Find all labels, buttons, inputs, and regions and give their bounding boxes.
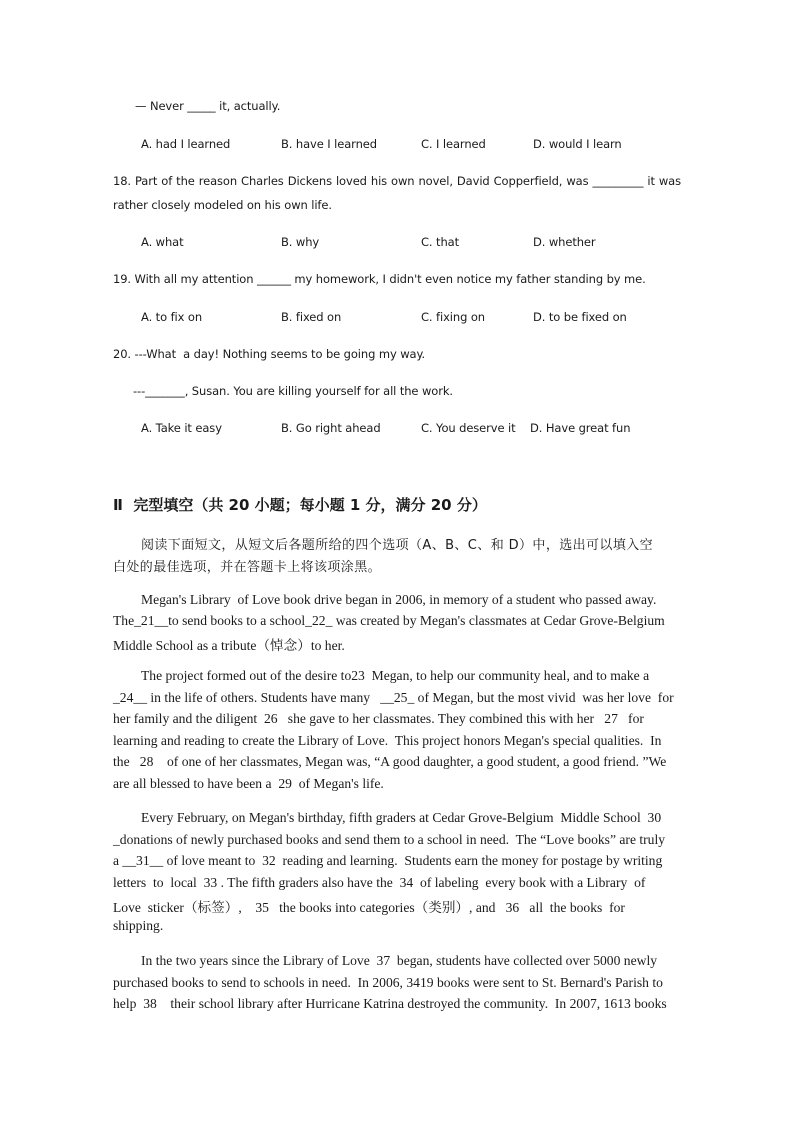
q18-stem-line1: 18. Part of the reason Charles Dickens loved his own novel, David Copperfield, was _________ it was: [113, 174, 681, 188]
instruction-line1: 阅读下面短文，从短文后各题所给的四个选项（A、B、C、和 D）中，选出可以填入空: [141, 538, 654, 553]
instruction-line2: 白处的最佳选项，并在答题卡上将该项涂黑。: [113, 560, 382, 575]
passage-p1-line1: Megan's Library of Love book drive began in 2006, in memory of a student who passed away.: [141, 592, 657, 607]
passage-p3-line3: a __31__ of love meant to 32 reading and learning. Students earn the money for postage by writing: [113, 853, 663, 868]
passage-p3-line2: _donations of newly purchased books and send them to a school in need. The “Love books” are truly: [113, 832, 666, 847]
q20-option-a: A. Take it easy: [141, 421, 222, 435]
section-heading: Ⅱ 完型填空（共 20 小题；每小题 1 分，满分 20 分）: [113, 496, 487, 514]
passage-p3-line5: Love sticker（标签）, 35 the books into categories（类别）, and 36 all the books for: [113, 900, 625, 915]
q19-option-c: C. fixing on: [421, 310, 485, 324]
passage-p2-line4: learning and reading to create the Library of Love. This project honors Megan's special qualities. In: [113, 733, 662, 748]
q19-option-d: D. to be fixed on: [533, 310, 627, 324]
q17-option-c: C. I learned: [421, 137, 486, 151]
passage-p3-line4: letters to local 33 . The fifth graders also have the 34 of labeling every book with a Library of: [113, 875, 646, 890]
q20-option-b: B. Go right ahead: [281, 421, 381, 435]
passage-p1-line3: Middle School as a tribute（悼念）to her.: [113, 638, 345, 653]
q20-option-d: D. Have great fun: [530, 421, 631, 435]
passage-p2-line3: her family and the diligent 26 she gave to her classmates. They combined this with her 27 for: [113, 711, 644, 726]
q18-stem-line2: rather closely modeled on his own life.: [113, 198, 332, 212]
q18-option-b: B. why: [281, 235, 320, 249]
q20-stem-line1: 20. ---What a day! Nothing seems to be going my way.: [113, 347, 426, 361]
passage-p4-line2: purchased books to send to schools in need. In 2006, 3419 books were sent to St. Bernard's Parish to: [113, 975, 663, 990]
q20-stem-line2: ---_______, Susan. You are killing yourself for all the work.: [133, 384, 453, 398]
passage-p3-line6: shipping.: [113, 918, 164, 933]
q20-option-c: C. You deserve it: [421, 421, 516, 435]
passage-p2-line1: The project formed out of the desire to23 Megan, to help our community heal, and to make a: [141, 668, 650, 683]
passage-p2-line6: are all blessed to have been a 29 of Megan's life.: [113, 776, 384, 791]
q17-option-d: D. would I learn: [533, 137, 622, 151]
q19-option-b: B. fixed on: [281, 310, 342, 324]
passage-p4-line1: In the two years since the Library of Love 37 began, students have collected over 5000 newly: [141, 953, 658, 968]
passage-p1-line2: The_21__to send books to a school_22_ was created by Megan's classmates at Cedar Grove-Belgium: [113, 613, 665, 628]
q17-answer-line: — Never _____ it, actually.: [135, 99, 281, 113]
q17-option-a: A. had I learned: [141, 137, 231, 151]
passage-p2-line5: the 28 of one of her classmates, Megan was, “A good daughter, a good student, a good friend. ”We: [113, 754, 667, 769]
passage-p3-line1: Every February, on Megan's birthday, fifth graders at Cedar Grove-Belgium Middle School 30: [141, 810, 662, 825]
passage-p2-line2: _24__ in the life of others. Students have many __25_ of Megan, but the most vivid was her love for: [113, 690, 674, 705]
q17-option-b: B. have I learned: [281, 137, 377, 151]
q18-option-d: D. whether: [533, 235, 596, 249]
q19-option-a: A. to fix on: [141, 310, 203, 324]
q18-option-c: C. that: [421, 235, 459, 249]
passage-p4-line3: help 38 their school library after Hurricane Katrina destroyed the community. In 2007, 1613 books: [113, 996, 667, 1011]
q18-option-a: A. what: [141, 235, 184, 249]
q19-stem: 19. With all my attention ______ my homework, I didn't even notice my father standing by me.: [113, 272, 646, 286]
